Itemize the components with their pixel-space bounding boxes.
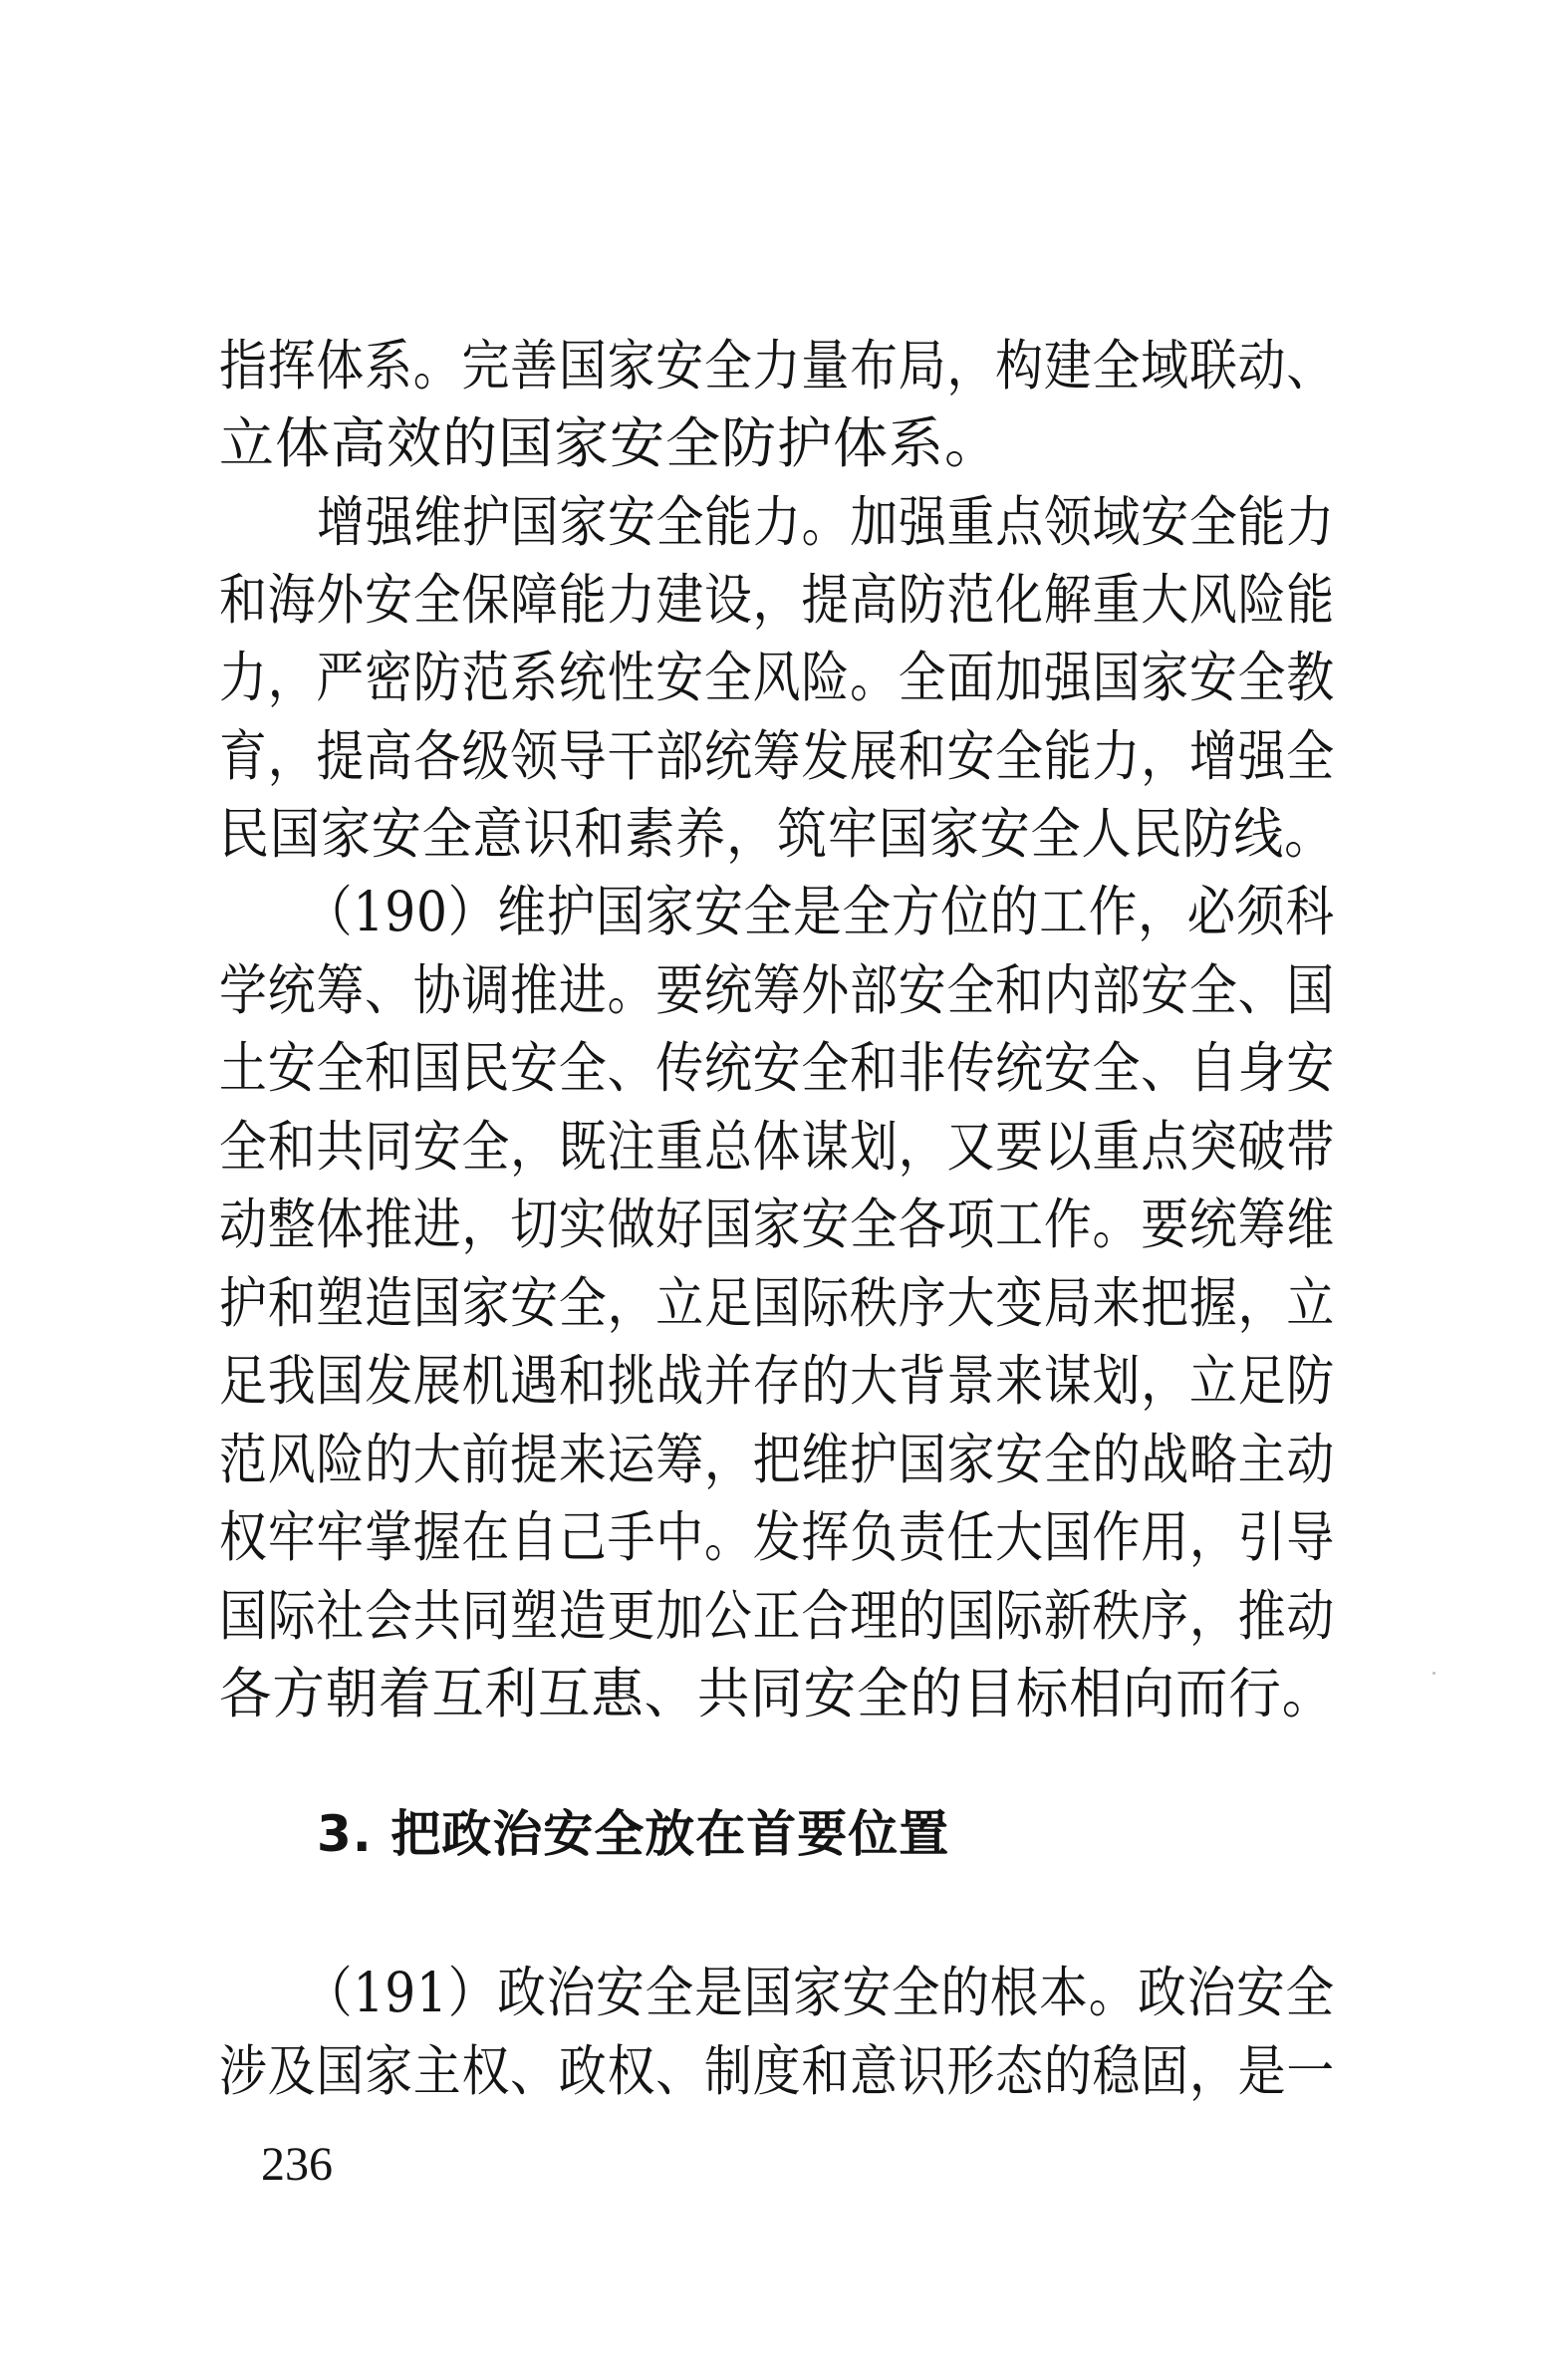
text-line: （191）政治安全是国家安全的根本。政治安全 xyxy=(304,1961,1335,2024)
text-line: 和海外安全保障能力建设，提高防范化解重大风险能 xyxy=(219,568,1336,632)
text-line: 土安全和国民安全、传统安全和非传统安全、自身安 xyxy=(219,1036,1336,1100)
text-line: 护和塑造国家安全，立足国际秩序大变局来把握，立 xyxy=(219,1271,1336,1335)
page-number: 236 xyxy=(261,2138,333,2191)
text-line: （190）维护国家安全是全方位的工作，必须科 xyxy=(304,880,1335,943)
text-line: 各方朝着互利互惠、共同安全的目标相向而行。 xyxy=(219,1662,1336,1725)
text-line: 权牢牢掌握在自己手中。发挥负责任大国作用，引导 xyxy=(219,1505,1336,1569)
text-line: 增强维护国家安全能力。加强重点领域安全能力 xyxy=(317,490,1335,554)
text-line: 范风险的大前提来运筹，把维护国家安全的战略主动 xyxy=(219,1428,1336,1491)
text-line: 学统筹、协调推进。要统筹外部安全和内部安全、国 xyxy=(219,958,1336,1022)
text-line: 动整体推进，切实做好国家安全各项工作。要统筹维 xyxy=(219,1192,1336,1256)
text-line: 指挥体系。完善国家安全力量布局，构建全域联动、 xyxy=(219,334,1336,397)
scan-speck xyxy=(1432,1672,1435,1675)
text-line: 民国家安全意识和素养，筑牢国家安全人民防线。 xyxy=(219,802,1336,866)
text-line: 全和共同安全，既注重总体谋划，又要以重点突破带 xyxy=(219,1115,1336,1179)
text-line: 国际社会共同塑造更加公正合理的国际新秩序，推动 xyxy=(219,1584,1336,1648)
text-line: 力，严密防范系统性安全风险。全面加强国家安全教 xyxy=(219,646,1336,709)
text-line: 立体高效的国家安全防护体系。 xyxy=(219,411,1001,475)
text-line: 育，提高各级领导干部统筹发展和安全能力，增强全 xyxy=(219,724,1336,788)
text-line: 足我国发展机遇和挑战并存的大背景来谋划，立足防 xyxy=(219,1349,1336,1413)
text-line: 涉及国家主权、政权、制度和意识形态的稳固，是一 xyxy=(219,2039,1336,2103)
section-heading: 3. 把政治安全放在首要位置 xyxy=(317,1805,950,1863)
